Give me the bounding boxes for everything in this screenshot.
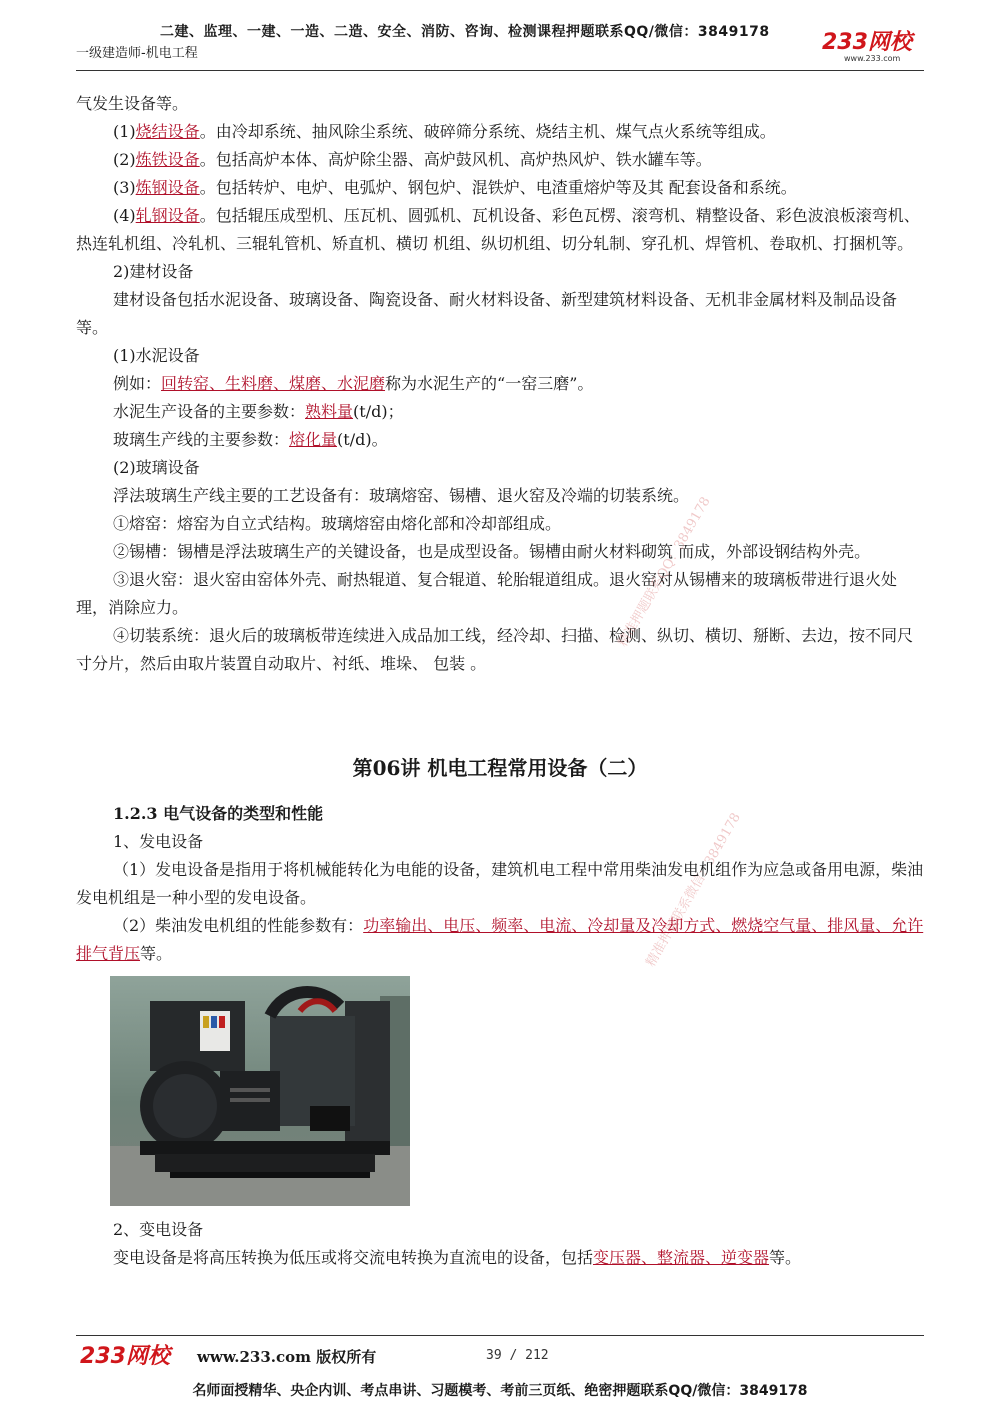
paragraph: ④切装系统：退火后的玻璃板带连续进入成品加工线，经冷却、扫描、检测、纵切、横切、掰断、去边，按不同尺寸分片，然后由取片装置自动取片、衬纸、堆垛、 包装 。 [76, 626, 914, 673]
highlight-term: 功率输出、电压、频率、电流、冷却量及冷却方式、燃烧空气量、排风量、允许排气背压 [76, 916, 924, 963]
paragraph: (3)炼钢设备。包括转炉、电炉、电弧炉、钢包炉、混铁炉、电渣重熔炉等及其 配套设备和系统。 [113, 178, 797, 197]
lecture-title: 第06讲 机电工程常用设备（二） [352, 756, 648, 780]
highlight-term: 烧结设备 [135, 122, 200, 141]
paragraph: (1)水泥设备 [113, 346, 200, 365]
paragraph: 变电设备是将高压转换为低压或将交流电转换为直流电的设备，包括变压器、整流器、逆变器等。 [113, 1248, 802, 1267]
paragraph: 建材设备包括水泥设备、玻璃设备、陶瓷设备、耐火材料设备、新型建筑材料设备、无机非金属材料及制品设备等。 [76, 290, 898, 337]
paragraph: （2）柴油发电机组的性能参数有：功率输出、电压、频率、电流、冷却量及冷却方式、燃烧空气量、排风量、允许排气背压等。 [76, 916, 924, 963]
paragraph: 2)建材设备 [113, 262, 194, 281]
subsection-heading: 2、变电设备 [113, 1220, 204, 1239]
paragraph: （1）发电设备是指用于将机械能转化为电能的设备，建筑机电工程中常用柴油发电机组作为应急或备用电源，柴油发电机组是一种小型的发电设备。 [76, 860, 924, 907]
highlight-term: 炼铁设备 [135, 150, 200, 169]
paragraph: ③退火窑：退火窑由窑体外壳、耐热辊道、复合辊道、轮胎辊道组成。退火窑对从锡槽来的玻璃板带进行退火处理，消除应力。 [76, 570, 898, 617]
paragraph: ②锡槽：锡槽是浮法玻璃生产的关键设备，也是成型设备。锡槽由耐火材料砌筑 而成，外部设钢结构外壳。 [113, 542, 871, 561]
watermark: 精准押题联系QQ：3849178 [615, 494, 714, 650]
highlight-term: 熔化量 [289, 430, 338, 449]
subsection-heading: 1、发电设备 [113, 832, 204, 851]
paragraph: 浮法玻璃生产线主要的工艺设备有：玻璃熔窑、锡槽、退火窑及冷端的切装系统。 [113, 486, 690, 505]
highlight-term: 熟料量 [305, 402, 354, 421]
footer-logo-text: 233网校 [80, 1344, 170, 1368]
logo-text: 233网校 [822, 30, 912, 55]
paragraph: (1)烧结设备。由冷却系统、抽风除尘系统、破碎筛分系统、烧结主机、煤气点火系统等组成。 [113, 122, 776, 141]
highlight-term: 变压器、整流器、逆变器 [593, 1248, 770, 1267]
content-section-electrical [76, 800, 926, 968]
bottom-banner: 名师面授精华、央企内训、考点串讲、习题模考、考前三页纸、绝密押题联系QQ/微信：3849178 [192, 1383, 808, 1399]
footer-divider [76, 1335, 924, 1336]
content-section-transformer [76, 1216, 926, 1272]
highlight-term: 炼钢设备 [135, 178, 200, 197]
paragraph: (4)轧钢设备。包括辊压成型机、压瓦机、圆弧机、瓦机设备、彩色瓦楞、滚弯机、精整设备、彩色波浪板滚弯机、热连轧机组、冷轧机、三辊轧管机、矫直机、横切 机组、纵切机组、切分轧制、穿孔机、焊管机、卷取机、打捆机等。 [76, 206, 920, 253]
paragraph: 例如：回转窑、生料磨、煤磨、水泥磨称为水泥生产的“一窑三磨”。 [113, 374, 594, 393]
subject-title: 一级建造师-机电工程 [76, 46, 198, 61]
top-banner: 二建、监理、一建、一造、二造、安全、消防、咨询、检测课程押题联系QQ/微信：3849178 [160, 24, 770, 40]
highlight-term: 回转窑、生料磨、煤磨、水泥磨 [161, 374, 386, 393]
paragraph: (2)炼铁设备。包括高炉本体、高炉除尘器、高炉鼓风机、高炉热风炉、铁水罐车等。 [113, 150, 712, 169]
section-heading: 1.2.3 电气设备的类型和性能 [113, 804, 324, 823]
highlight-term: 轧钢设备 [135, 206, 200, 225]
paragraph: (2)玻璃设备 [113, 458, 200, 477]
brand-logo [822, 25, 922, 65]
footer-site-text: www.233.com 版权所有 [197, 1348, 377, 1366]
logo-url: www.233.com [844, 54, 901, 63]
paragraph: 水泥生产设备的主要参数：熟料量(t/d)； [113, 402, 404, 421]
paragraph: 气发生设备等。 [76, 94, 189, 113]
watermark: 精准押题联系微信：3849178 [643, 810, 744, 970]
page-number: 39 / 212 [486, 1348, 549, 1363]
content-section-steel [76, 90, 926, 678]
diesel-generator-photo [110, 976, 410, 1206]
header-divider [76, 70, 924, 71]
paragraph: ①熔窑：熔窑为自立式结构。玻璃熔窑由熔化部和冷却部组成。 [113, 514, 562, 533]
paragraph: 玻璃生产线的主要参数：熔化量(t/d)。 [113, 430, 388, 449]
footer-brand-logo [80, 1340, 190, 1368]
